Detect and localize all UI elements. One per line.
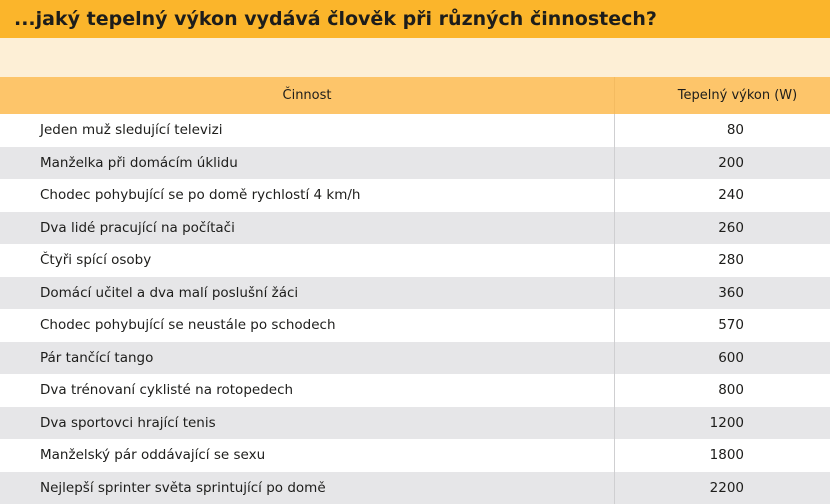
activity-cell: Čtyři spící osoby — [0, 244, 615, 277]
activity-cell: Chodec pohybující se po domě rychlostí 4 km/h — [0, 179, 615, 212]
table-row — [0, 309, 830, 342]
heat-output-cell: 260 — [718, 219, 744, 236]
heat-output-cell: 1800 — [709, 447, 744, 464]
heat-output-cell: 200 — [718, 154, 744, 171]
table-header — [0, 77, 830, 114]
activity-cell: Chodec pohybující se neustále po schodech — [0, 309, 615, 342]
activity-cell: Dva trénovaní cyklisté na rotopedech — [0, 374, 615, 407]
table-row — [0, 374, 830, 407]
table-row — [0, 342, 830, 375]
activity-cell: Dva lidé pracující na počítači — [0, 212, 615, 245]
table-row — [0, 114, 830, 147]
table-row — [0, 147, 830, 180]
heat-output-table — [0, 77, 830, 504]
heat-output-cell: 280 — [718, 252, 744, 269]
activity-cell: Manželka při domácím úklidu — [0, 147, 615, 180]
table-row — [0, 472, 830, 504]
heat-output-cell: 570 — [718, 317, 744, 334]
page-title: ...jaký tepelný výkon vydává člověk při různých činnostech? — [14, 8, 657, 30]
activity-cell: Manželský pár oddávající se sexu — [0, 439, 615, 472]
heat-output-cell: 240 — [718, 187, 744, 204]
activity-cell: Jeden muž sledující televizi — [0, 114, 615, 147]
heat-output-cell: 800 — [718, 382, 744, 399]
table-row — [0, 277, 830, 310]
activity-cell: Nejlepší sprinter světa sprintující po domě — [0, 472, 615, 504]
table-row — [0, 179, 830, 212]
column-header-heat-output: Tepelný výkon (W) — [677, 88, 798, 103]
table-body — [0, 114, 830, 504]
heat-output-cell: 600 — [718, 349, 744, 366]
heat-output-cell: 1200 — [709, 414, 744, 431]
activity-cell: Dva sportovci hrající tenis — [0, 407, 615, 440]
activity-cell: Domácí učitel a dva malí poslušní žáci — [0, 277, 615, 310]
sub-band — [0, 38, 830, 77]
heat-output-cell: 80 — [726, 122, 744, 139]
heat-output-cell: 360 — [718, 284, 744, 301]
title-bar — [0, 0, 830, 38]
table-row — [0, 212, 830, 245]
table-row — [0, 407, 830, 440]
table-row — [0, 244, 830, 277]
column-header-activity: Činnost — [0, 77, 615, 114]
table-row — [0, 439, 830, 472]
heat-output-cell: 2200 — [709, 479, 744, 496]
activity-cell: Pár tančící tango — [0, 342, 615, 375]
